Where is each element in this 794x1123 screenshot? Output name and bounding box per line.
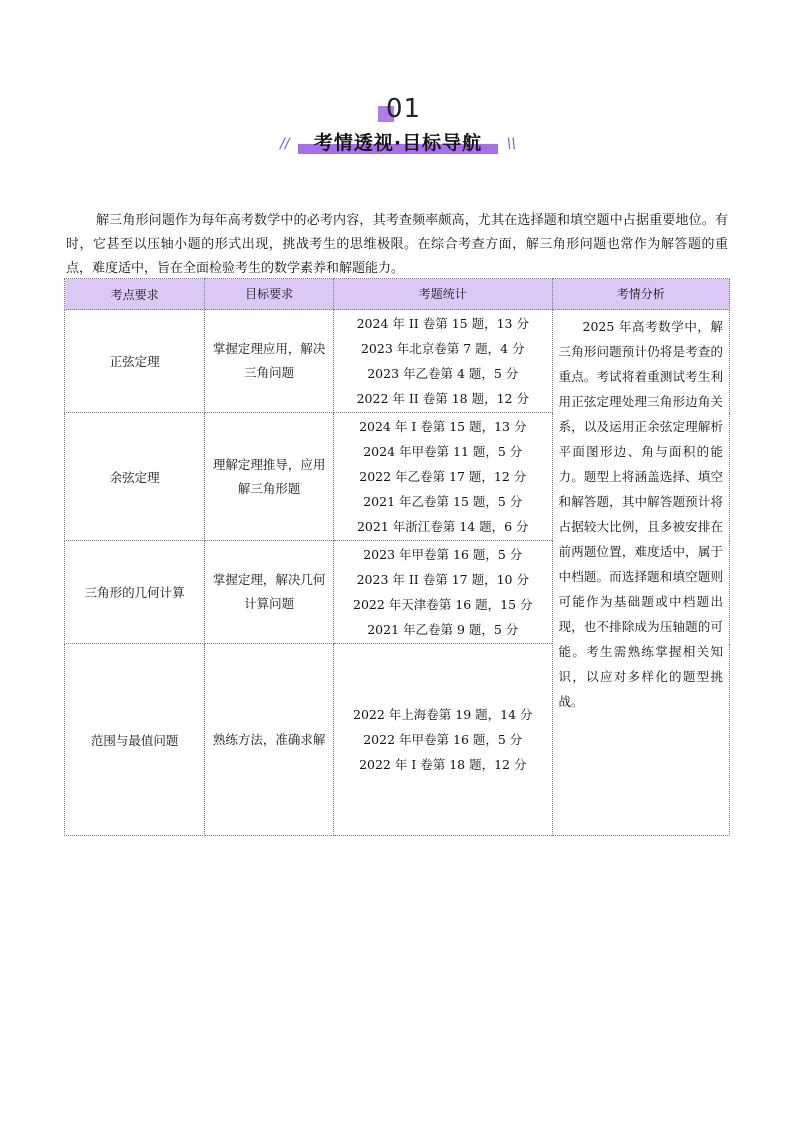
table-header-row <box>65 279 730 310</box>
stat-item: 2022 年天津卷第 16 题，15 分 <box>353 597 533 612</box>
goal-cell: 掌握定理，解决几何计算问题 <box>205 541 334 644</box>
right-slash-decoration: \\ <box>506 136 516 152</box>
stat-item: 2022 年甲卷第 16 题，5 分 <box>363 732 523 747</box>
point-cell: 三角形的几何计算 <box>65 541 205 644</box>
stat-item: 2023 年乙卷第 4 题，5 分 <box>367 366 519 381</box>
header-stats: 考题统计 <box>334 279 553 310</box>
point-cell: 范围与最值问题 <box>65 644 205 836</box>
stat-item: 2024 年 I 卷第 15 题，13 分 <box>359 419 527 434</box>
goal-cell: 掌握定理应用，解决三角问题 <box>205 310 334 413</box>
stat-item: 2021 年浙江卷第 14 题，6 分 <box>356 519 529 534</box>
stat-item: 2021 年乙卷第 15 题，5 分 <box>363 494 523 509</box>
exam-analysis-table <box>64 278 730 836</box>
stats-cell <box>334 541 553 644</box>
stats-cell <box>334 310 553 413</box>
section-title-banner <box>280 130 516 160</box>
left-slash-decoration: // <box>280 136 290 152</box>
intro-paragraph: 解三角形问题作为每年高考数学中的必考内容，其考查频率颇高，尤其在选择题和填空题中占据重要地位。有时，它甚至以压轴小题的形式出现，挑战考生的思维极限。在综合考查方面，解三角形问题也常作为解答题的重点，难度适中，旨在全面检验考生的数学素养和解题能力。 <box>66 213 728 276</box>
table-row <box>65 310 730 413</box>
stat-item: 2022 年上海卷第 19 题，14 分 <box>353 707 533 722</box>
stat-item: 2022 年 I 卷第 18 题，12 分 <box>359 757 527 772</box>
section-number-badge <box>378 94 422 126</box>
stat-item: 2021 年乙卷第 9 题，5 分 <box>367 622 519 637</box>
header-analysis: 考情分析 <box>552 279 729 310</box>
stat-item: 2023 年 II 卷第 17 题，10 分 <box>356 572 529 587</box>
stat-item: 2023 年北京卷第 7 题，4 分 <box>360 341 525 356</box>
point-cell: 正弦定理 <box>65 310 205 413</box>
point-cell: 余弦定理 <box>65 413 205 541</box>
stat-item: 2024 年甲卷第 11 题，5 分 <box>363 444 523 459</box>
analysis-text: 2025 年高考数学中，解三角形问题预计仍将是考查的重点。考试将着重测试考生利用正弦定理处理三角形边角关系，以及运用正余弦定理解析平面图形边、角与面积的能力。题型上将涵盖选择、填空和解答题，其中解答题预计将占据较大比例，且多被安排在前两题位置，难度适中，属于中档题。而选择题和填空题则可能作为基础题或中档题出现，也不排除成为压轴题的可能。考生需熟练掌握相关知识，以应对多样化的题型挑战。 <box>558 319 723 709</box>
stat-item: 2024 年 II 卷第 15 题，13 分 <box>356 316 529 331</box>
header-goal: 目标要求 <box>205 279 334 310</box>
header-point: 考点要求 <box>65 279 205 310</box>
section-heading <box>0 96 794 166</box>
stat-item: 2023 年甲卷第 16 题，5 分 <box>363 547 523 562</box>
analysis-cell <box>552 310 729 836</box>
stats-cell <box>334 413 553 541</box>
stat-item: 2022 年乙卷第 17 题，12 分 <box>359 469 527 484</box>
stat-item: 2022 年 II 卷第 18 题，12 分 <box>356 391 529 406</box>
goal-cell: 理解定理推导，应用解三角形题 <box>205 413 334 541</box>
section-number: 01 <box>386 94 422 124</box>
goal-cell: 熟练方法，准确求解 <box>205 644 334 836</box>
section-title: 考情透视·目标导航 <box>313 132 483 154</box>
stats-cell <box>334 644 553 836</box>
